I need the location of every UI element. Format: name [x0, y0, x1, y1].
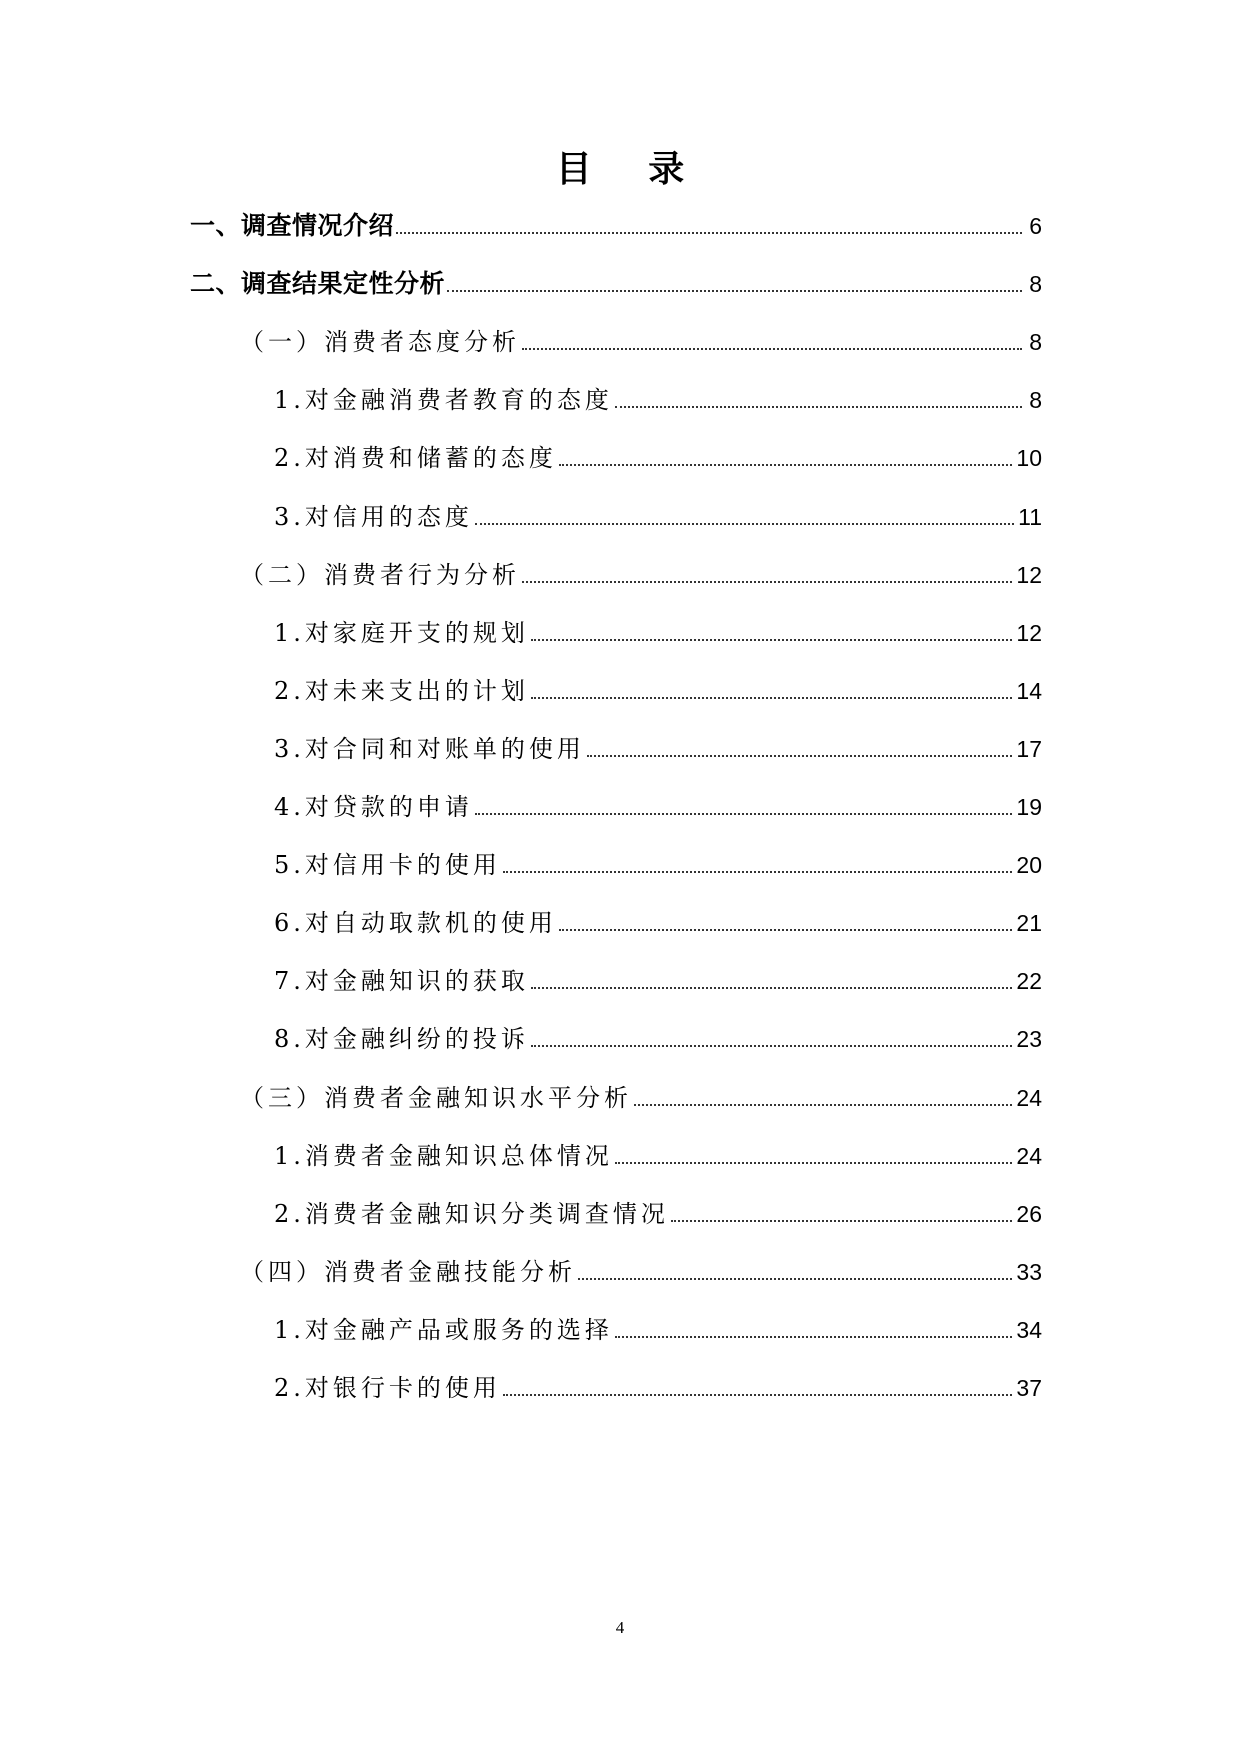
toc-entry-label: 7.对金融知识的获取 [274, 967, 529, 996]
toc-entry-page: 12 [1016, 561, 1042, 588]
toc-entry[interactable] [274, 667, 1042, 707]
toc-dot-leader [615, 406, 1022, 408]
toc-entry[interactable] [274, 1364, 1042, 1404]
toc-entry-label: （二）消费者行为分析 [240, 560, 520, 589]
toc-dot-leader [475, 813, 1013, 815]
toc-entry-page: 8 [1029, 387, 1042, 414]
page-title: 目 录 [555, 149, 707, 190]
toc-entry-label: 二、调查结果定性分析 [190, 269, 446, 299]
toc-dot-leader [475, 523, 1014, 525]
toc-entry[interactable] [274, 434, 1042, 474]
toc-dot-leader [559, 929, 1013, 931]
toc-dot-leader [634, 1104, 1012, 1106]
toc-dot-leader [396, 232, 1022, 234]
toc-dot-leader [615, 1336, 1013, 1338]
toc-entry-label: 一、调查情况介绍 [190, 211, 395, 240]
toc-entry-page: 12 [1016, 619, 1042, 646]
toc-entry[interactable] [274, 1132, 1042, 1172]
toc-dot-leader [503, 1394, 1013, 1396]
toc-entry-label: 8.对金融纠纷的投诉 [274, 1025, 529, 1054]
toc-entry-label: 1.消费者金融知识总体情况 [274, 1141, 613, 1170]
toc-entry-label: 1.对金融消费者教育的态度 [274, 386, 613, 415]
toc-entry-label: 5.对信用卡的使用 [274, 851, 501, 880]
toc-entry[interactable] [274, 899, 1042, 939]
toc-entry-label: 3.对信用的态度 [274, 502, 473, 531]
toc-dot-leader [503, 871, 1013, 873]
toc-entry-page: 8 [1029, 271, 1042, 298]
toc-entry-page: 6 [1029, 213, 1042, 239]
toc-dot-leader [559, 464, 1013, 466]
toc-dot-leader [522, 348, 1022, 350]
toc-dot-leader [531, 639, 1013, 641]
toc-entry-page: 23 [1016, 1026, 1042, 1053]
toc-entry-label: （一）消费者态度分析 [240, 328, 520, 357]
toc-entry-page: 17 [1016, 735, 1042, 762]
toc-entry-label: 3.对合同和对账单的使用 [274, 734, 585, 763]
toc-entry-page: 33 [1016, 1258, 1042, 1285]
toc-entry-label: 1.对金融产品或服务的选择 [274, 1315, 613, 1344]
toc-entry-label: 4.对贷款的申请 [274, 793, 473, 821]
toc-entry[interactable] [274, 1190, 1042, 1230]
toc-entry[interactable] [240, 318, 1042, 358]
toc-dot-leader [531, 697, 1013, 699]
toc-entry[interactable] [274, 725, 1042, 765]
toc-entry-page: 10 [1016, 445, 1042, 472]
page-number: 4 [615, 1618, 625, 1637]
toc-entry[interactable] [240, 1248, 1042, 1288]
toc-entry-page: 26 [1016, 1200, 1042, 1227]
toc-entry[interactable] [274, 376, 1042, 416]
toc-entry-label: （三）消费者金融知识水平分析 [240, 1083, 632, 1112]
toc-entry-label: （四）消费者金融技能分析 [240, 1257, 576, 1286]
toc-entry-page: 37 [1016, 1375, 1042, 1401]
toc-entry-page: 34 [1016, 1316, 1042, 1343]
toc-entry-page: 20 [1016, 852, 1042, 879]
toc-entry-page: 8 [1029, 329, 1042, 356]
toc-entry-label: 1.对家庭开支的规划 [274, 618, 529, 647]
toc-entry[interactable] [274, 609, 1042, 649]
toc-dot-leader [531, 1045, 1013, 1047]
toc-entry-page: 24 [1016, 1142, 1042, 1169]
toc-entry[interactable] [274, 493, 1042, 533]
toc-dot-leader [615, 1162, 1013, 1164]
toc-dot-leader [671, 1220, 1013, 1222]
toc-entry-label: 2.对银行卡的使用 [274, 1374, 501, 1402]
toc-entry-label: 2.消费者金融知识分类调查情况 [274, 1199, 669, 1228]
toc-dot-leader [522, 581, 1012, 583]
toc-entry-label: 2.对未来支出的计划 [274, 676, 529, 705]
toc-entry[interactable] [274, 957, 1042, 997]
toc-entry-page: 24 [1016, 1084, 1042, 1111]
toc-entry[interactable] [274, 841, 1042, 881]
toc-entry-page: 22 [1016, 968, 1042, 995]
toc-entry[interactable] [274, 1015, 1042, 1055]
toc-dot-leader [587, 755, 1013, 757]
toc-entry[interactable] [190, 202, 1042, 242]
toc-entry-page: 19 [1016, 794, 1042, 820]
toc-entry[interactable] [240, 551, 1042, 591]
toc-dot-leader [578, 1278, 1012, 1280]
toc-dot-leader [531, 987, 1013, 989]
toc-entry-page: 11 [1018, 503, 1042, 530]
toc-dot-leader [447, 290, 1022, 292]
toc-entry-page: 14 [1016, 677, 1042, 704]
toc-entry-page: 21 [1016, 910, 1042, 937]
toc-entry[interactable] [274, 783, 1042, 823]
toc-entry[interactable] [190, 260, 1042, 300]
toc-entry-label: 6.对自动取款机的使用 [274, 909, 557, 938]
toc-entry-label: 2.对消费和储蓄的态度 [274, 444, 557, 473]
toc-entry[interactable] [274, 1306, 1042, 1346]
toc-entry[interactable] [240, 1074, 1042, 1114]
